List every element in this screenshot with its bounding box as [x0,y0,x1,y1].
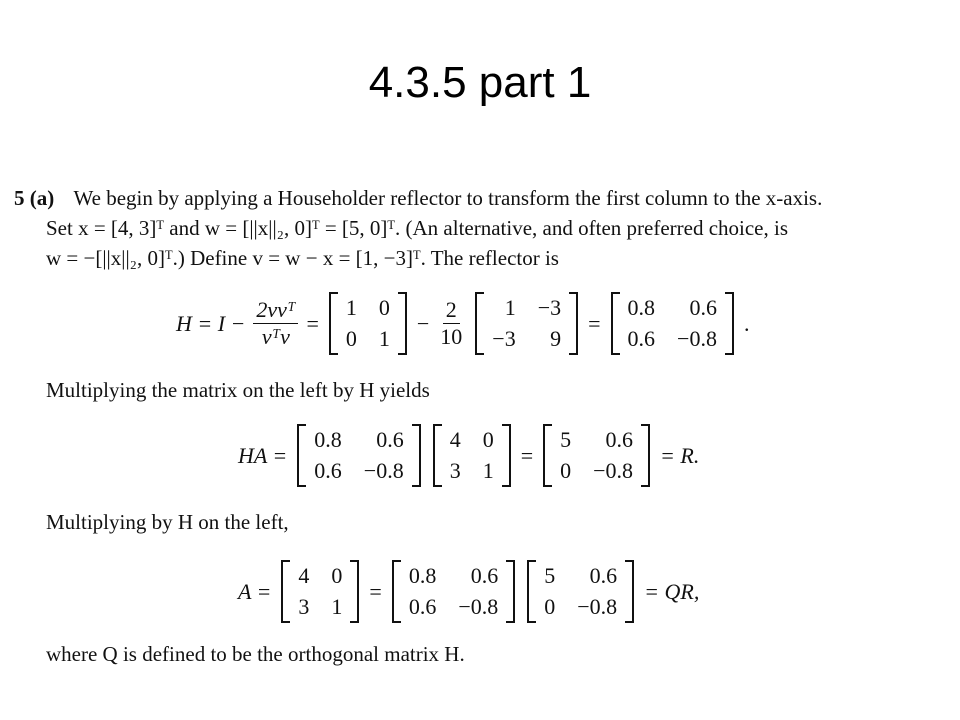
h-matrix [297,424,420,487]
matrix-cell: 9 [550,325,562,351]
matrix-cell: 0.6 [605,427,634,452]
eq3-lhs: A = [238,578,272,604]
eq1-frac2-den: 10 [440,324,463,350]
equation-reflector [172,292,753,355]
eq1-equals-2: = [588,310,601,336]
matrix-cell: 5 [544,563,556,588]
eq1-frac-num: 2vvᵀ [253,297,298,324]
equation-qr [234,560,703,623]
matrix-cell: 0.6 [314,457,342,483]
problem-line-6: where Q is defined to be the orthogonal matrix H. [46,642,465,666]
eq1-frac-den: vᵀv [261,324,290,350]
eq1-fraction-2 [437,297,465,351]
matrix-cell: 0 [331,563,343,588]
eq2-rhs: = R. [660,442,700,468]
q-matrix [392,560,515,623]
problem-line-4: Multiplying the matrix on the left by H yields [46,378,430,402]
problem-number: 5 (a) [14,186,55,210]
matrix-cell: 1 [331,593,343,619]
eq1-period: . [743,310,750,336]
matrix-cell: 0.8 [314,427,342,452]
matrix-cell: 0.6 [589,563,618,588]
eq1-minus: − [416,310,430,336]
identity-matrix [329,292,407,355]
eq3-rhs: = QR, [644,578,700,604]
reflector-matrix [611,292,734,355]
eq3-equals: = [369,578,382,604]
r-matrix [543,424,650,487]
eq1-frac2-num: 2 [443,297,460,324]
eq1-equals: = [306,310,319,336]
matrix-cell: 1 [378,325,390,351]
a-matrix [281,560,359,623]
matrix-cell: 1 [482,457,494,483]
matrix-cell: 0 [345,325,357,351]
matrix-cell: 0 [378,295,390,320]
matrix-cell: −0.8 [363,457,404,483]
matrix-cell: 1 [504,295,516,320]
matrix-cell: 0.8 [408,563,437,588]
matrix-cell: 0.8 [627,295,656,320]
r-matrix [527,560,634,623]
equation-ha [234,424,703,487]
eq2-equals: = [520,442,534,468]
matrix-cell: 0 [560,457,572,483]
matrix-cell: −0.8 [577,593,618,619]
eq1-fraction [253,297,298,351]
eq2-lhs: HA = [238,442,288,468]
matrix-cell: 3 [298,593,310,619]
matrix-cell: 0.6 [689,295,717,320]
eq1-lhs: H = I − [176,310,246,336]
matrix-cell: 4 [298,563,310,588]
problem-line-2: Set x = [4, 3]ᵀ and w = [||x||₂, 0]ᵀ = [5, 0]ᵀ. (An alternative, and often preferred choice, is [46,216,789,240]
matrix-cell: 5 [560,427,572,452]
matrix-cell: 0.6 [470,563,499,588]
matrix-cell: −0.8 [677,325,717,351]
matrix-cell: 4 [449,427,461,452]
matrix-cell: 0.6 [627,325,656,351]
matrix-cell: 3 [449,457,461,483]
matrix-cell: −3 [492,325,516,351]
matrix-cell: 1 [345,295,357,320]
matrix-cell: 0 [544,593,556,619]
matrix-cell: 0.6 [408,593,437,619]
problem-line-5: Multiplying by H on the left, [46,510,289,534]
matrix-cell: 0.6 [376,427,404,452]
matrix-cell: −3 [537,295,562,320]
matrix-cell: −0.8 [458,593,499,619]
problem-line-3: w = −[||x||₂, 0]ᵀ.) Define v = w − x = [1, −3]ᵀ. The reflector is [46,246,559,270]
matrix-cell: 0 [482,427,494,452]
problem-text-1: We begin by applying a Householder reflector to transform the first column to the x-axis. [73,186,823,210]
matrix-cell: −0.8 [593,457,634,483]
vvt-matrix [475,292,578,355]
problem-line-1 [14,186,822,211]
a-matrix [433,424,511,487]
slide-title: 4.3.5 part 1 [368,58,592,107]
